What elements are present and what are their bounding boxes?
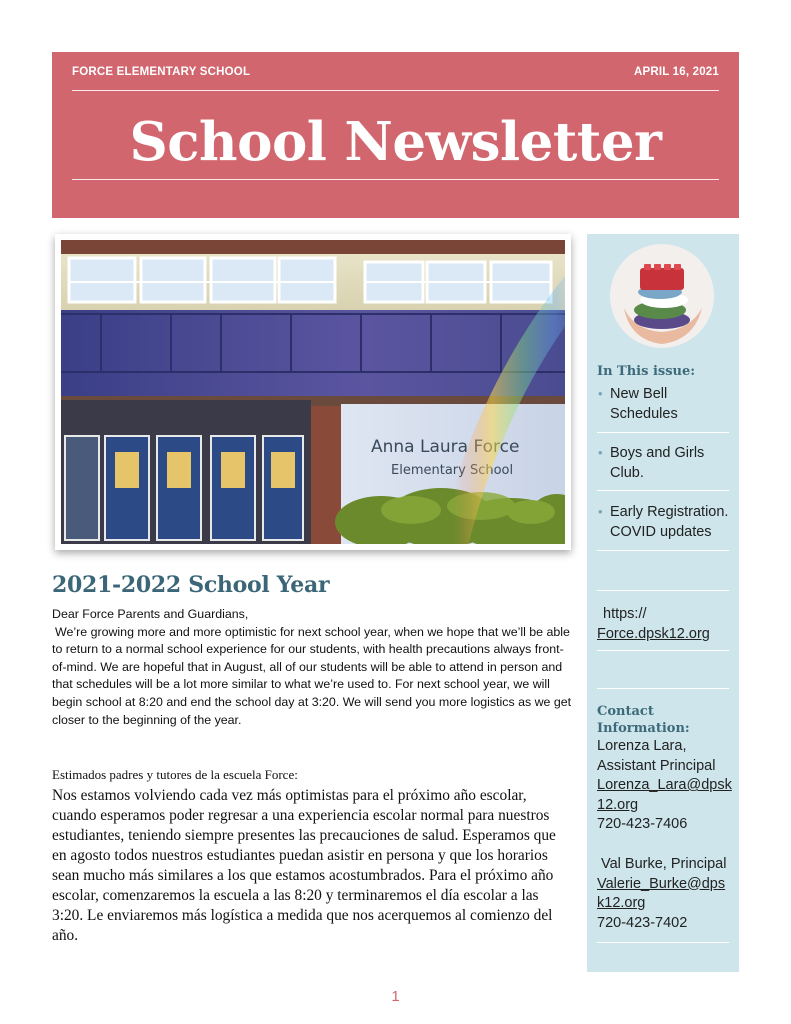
contact-phone: 720-423-7402 [597,914,688,931]
section-title: 2021-2022 School Year [52,572,330,598]
spanish-letter [52,766,572,946]
website-link[interactable]: Force.dpsk12.org [597,626,710,642]
contact-email-link[interactable]: Valerie_Burke@dps [597,875,726,892]
contact-name: Val Burke, Principal [601,856,727,872]
school-building-photo [61,240,565,544]
contact-email-link[interactable]: k12.org [597,895,646,911]
english-greeting: Dear Force Parents and Guardians, [52,607,249,621]
contact-email-link[interactable]: Lorenza_Lara@dpsk [597,777,732,793]
bullet-icon: • [598,445,603,460]
header-meta [72,66,719,84]
hands-holding-blocks-image [610,244,714,348]
newsletter-header [52,52,739,218]
contact-phone: 720-423-7406 [597,816,688,832]
sign-line-2: Elementary School [391,463,514,478]
issue-item-boys-girls-club: • Boys and Girls Club. [598,445,705,481]
website-link-block [597,604,731,644]
divider [597,550,729,551]
english-body: We’re growing more and more optimistic for next school year, when we hope that we’ll be able to return to a normal school experience for our students, with health precautions always front-of-mind. We are hopeful that in August, all of our students will be able to attend in person and that schedules will be a lot more similar to what we’re used to. For next school year, we will begin school at 8:20 and end the school day at 3:20. We will send you more logistics as we get closer to the beginning of the year. [52,624,572,727]
contact-name: Lorenza Lara, [597,738,687,754]
spanish-body: Nos estamos volviendo cada vez más optimistas para el próximo año escolar, cuando esperamos poder regresar a una experiencia escolar normal para nuestros estudiantes, teniendo siempre presentes las precauciones de salud. Esperamos que en agosto todos nuestros estudiantes puedan asistir en persona y que los horarios sean mucho más similares a los que estamos acostumbrados. Para el próximo año escolar, comenzaremos la escuela a las 8:20 y terminaremos el día escolar a las 3:20. Le enviaremos más logística a medida que nos acerquemos al comienzo del año. [52,787,556,944]
divider [597,688,729,689]
contact-assistant-principal [597,737,737,835]
divider [597,942,729,943]
sign-line-1: Anna Laura Force [371,437,520,457]
bullet-icon: • [598,504,603,519]
sidebar [587,234,739,972]
spanish-greeting: Estimados padres y tutores de la escuela Force: [52,767,298,782]
website-prefix: https:// [603,606,647,622]
newsletter-title: School Newsletter [129,111,662,173]
divider [597,490,729,491]
divider [597,650,729,651]
contact-heading: Contact Information: [597,704,690,736]
in-this-issue-heading: In This issue: [597,364,696,379]
header-divider-top [72,90,719,91]
bullet-icon: • [598,386,603,401]
school-name: FORCE ELEMENTARY SCHOOL [72,66,251,78]
contact-role: Assistant Principal [597,757,716,774]
issue-date: APRIL 16, 2021 [633,66,719,78]
issue-item-early-registration: • Early Registration. COVID updates [598,504,729,540]
english-letter [52,606,572,729]
issue-item-bell-schedules: • New Bell Schedules [598,386,678,422]
divider [597,590,729,591]
page-number: 1 [391,988,400,1005]
school-photo-frame [55,234,571,550]
divider [597,432,729,433]
contact-principal [597,855,737,933]
contact-email-link[interactable]: 12.org [597,796,639,813]
header-divider-bottom [72,179,719,180]
